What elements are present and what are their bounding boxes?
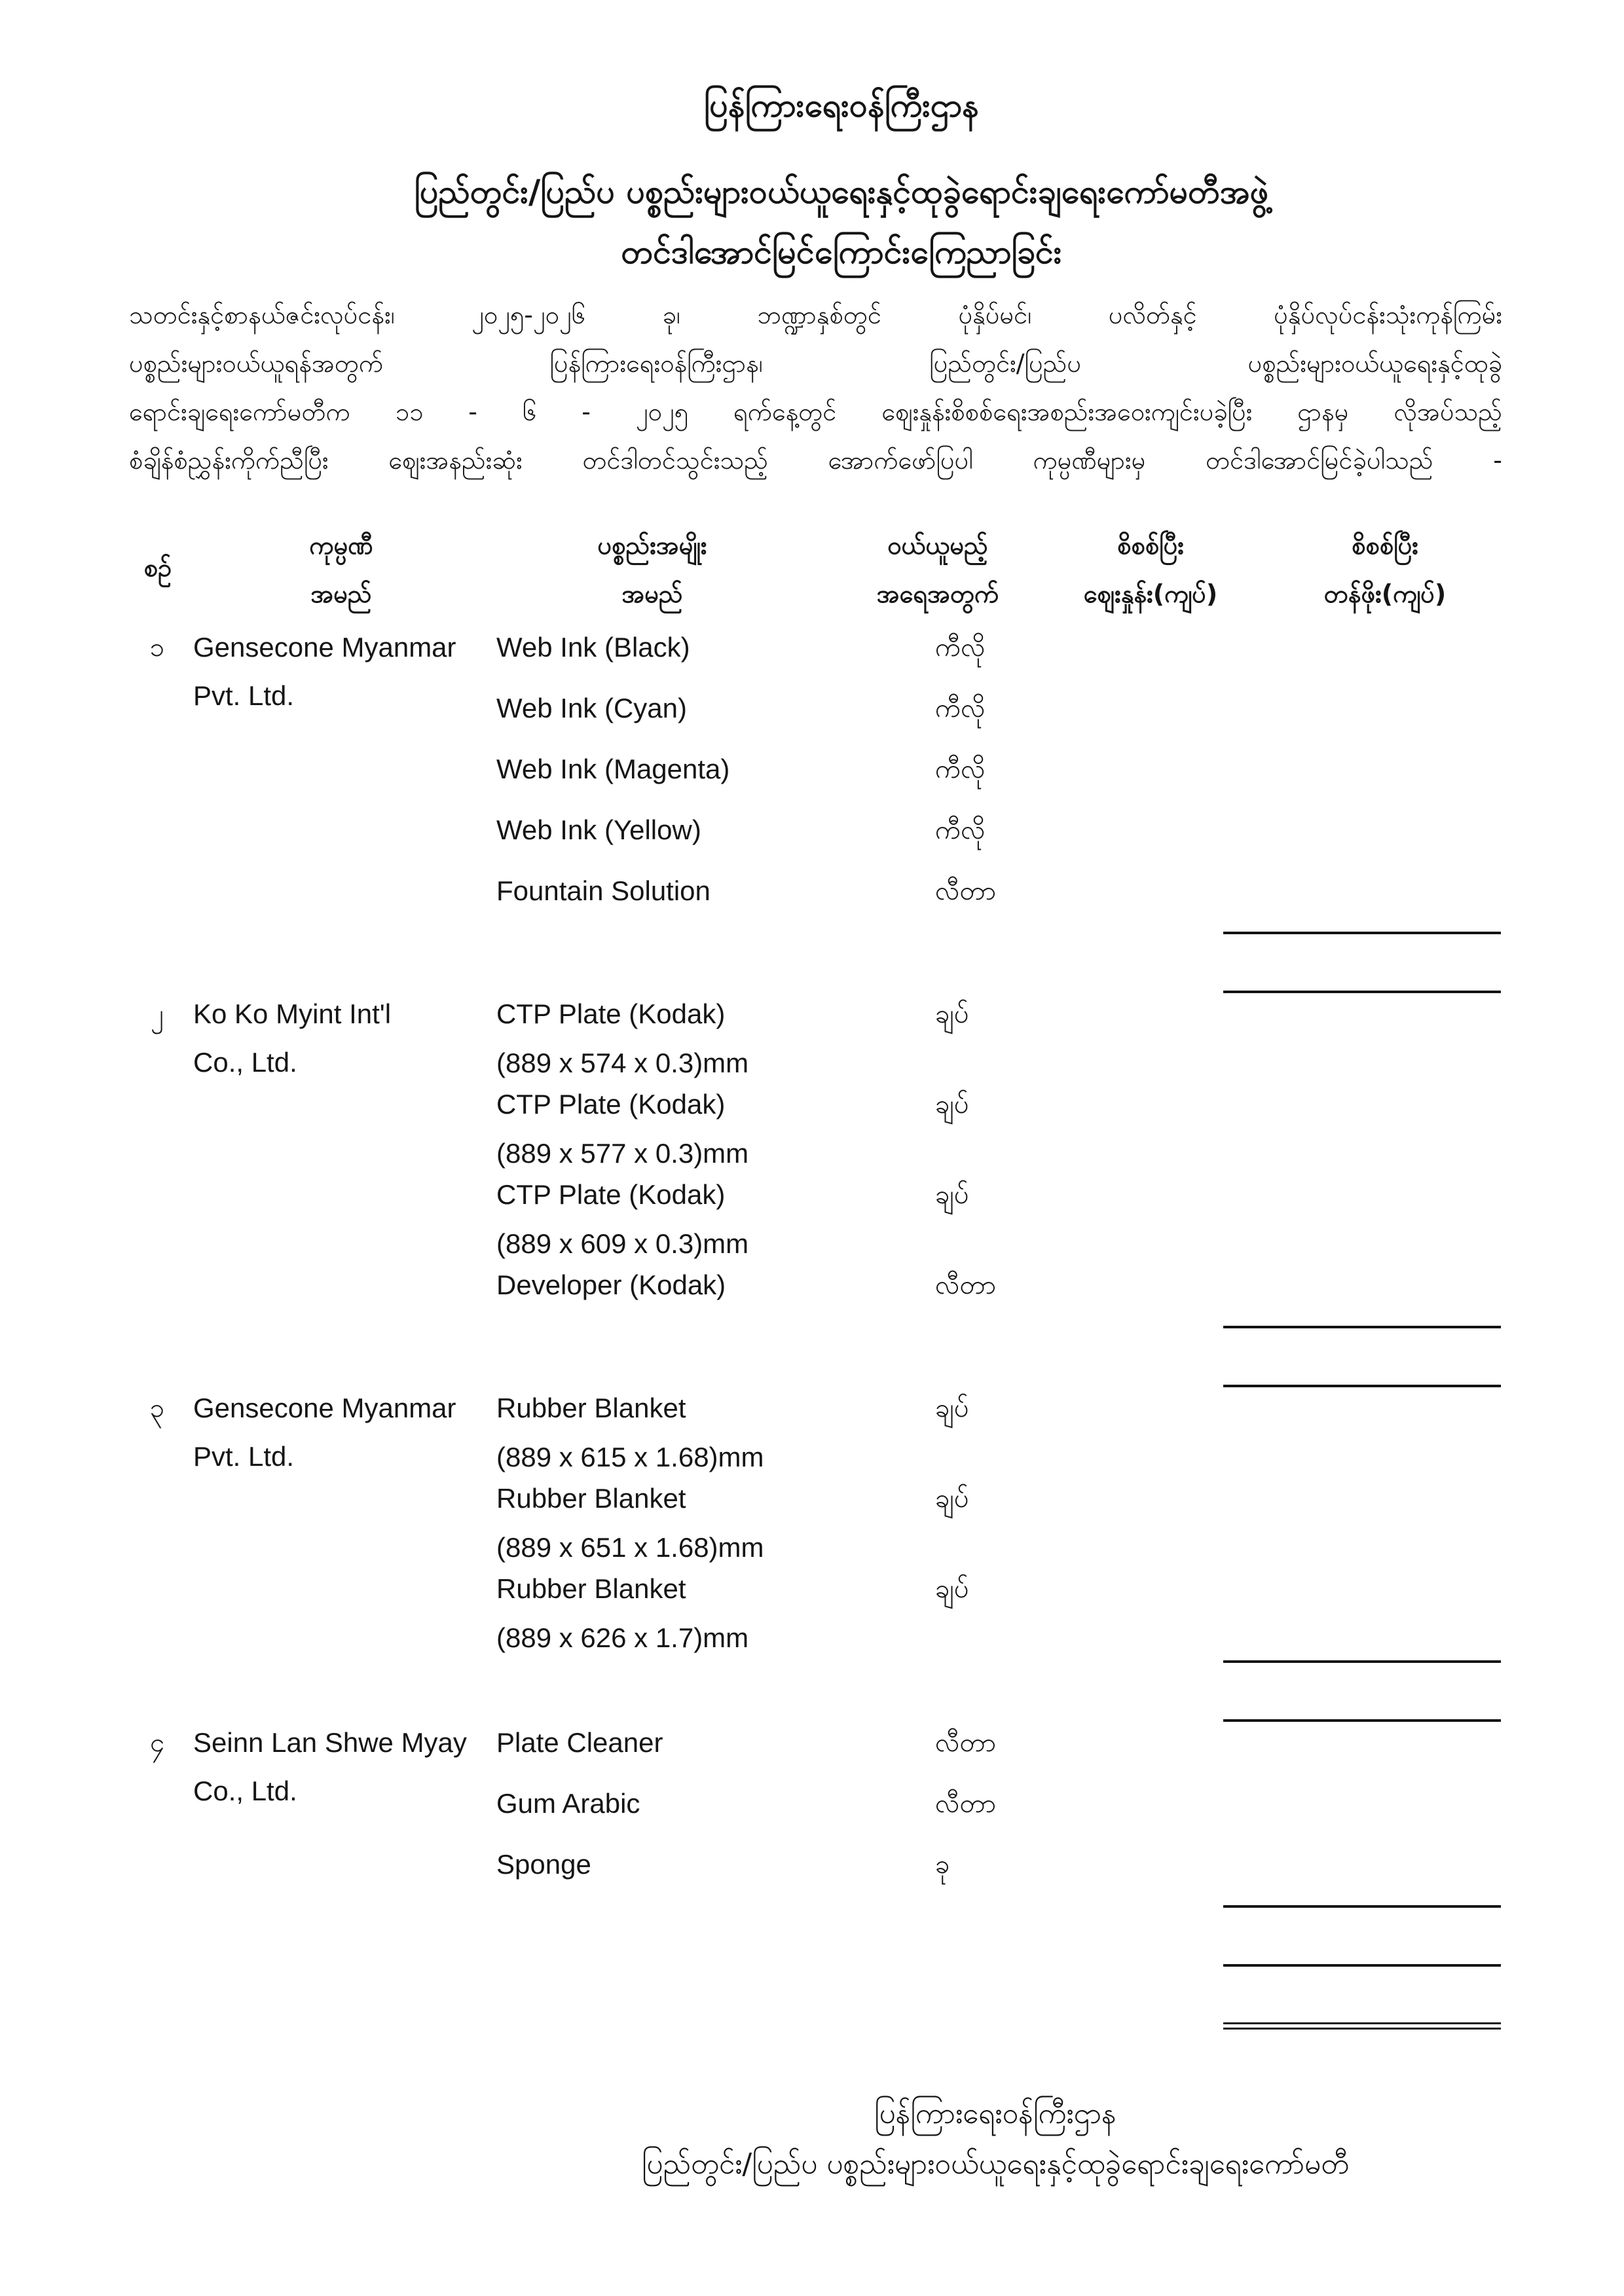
subtotal-rule-bottom: [1223, 991, 1501, 993]
quantity-unit: ချပ်: [935, 1574, 969, 1604]
quantity-unit: လီတာ: [935, 1728, 996, 1758]
company-name: Seinn Lan Shwe Myay: [193, 1727, 467, 1758]
quantity-unit: လီတာ: [935, 876, 996, 906]
row-number: ၂: [151, 999, 164, 1029]
item-spec: (889 x 577 x 0.3)mm: [496, 1138, 749, 1169]
subtotal-rule-top: [1223, 932, 1501, 934]
quantity-unit: ချပ်: [935, 1180, 969, 1210]
item-name: Plate Cleaner: [496, 1727, 663, 1758]
quantity-unit: ချပ်: [935, 1393, 969, 1423]
column-header-total: စိစစ်ပြီး: [1352, 531, 1418, 560]
item-name: CTP Plate (Kodak): [496, 998, 726, 1029]
committee-title: ပြည်တွင်း/ပြည်ပ ပစ္စည်းများဝယ်ယူရေးနှင့်ထုခွဲရောင်းချရေးကော်မတီအဖွဲ့: [414, 173, 1269, 211]
quantity-unit: ကီလို: [935, 815, 986, 845]
item-name: Sponge: [496, 1849, 591, 1880]
footer-committee: ပြည်တွင်း/ပြည်ပ ပစ္စည်းများဝယ်ယူရေးနှင့်ထုခွဲရောင်းချရေးကော်မတီ: [641, 2147, 1350, 2181]
row-number: ၄: [149, 1728, 165, 1758]
subtotal-rule-bottom: [1223, 1719, 1501, 1722]
item-name: Web Ink (Magenta): [496, 754, 730, 784]
subtotal-rule-bottom: [1223, 1964, 1501, 1967]
company-name: Gensecone Myanmar: [193, 1393, 456, 1423]
item-name: Rubber Blanket: [496, 1483, 686, 1514]
intro-line: သတင်းနှင့်စာနယ်ဇင်းလုပ်ငန်း၊ ၂၀၂၅-၂၀၂၆ ခု၊ ဘဏ္ဍာနှစ်တွင် ပုံနှိပ်မင်၊ ပလိတ်နှင့် ပုံနှိပ်လုပ်ငန်းသုံးကုန်ကြမ်း: [129, 301, 1502, 329]
column-header-company: ကုမ္ပဏီ: [309, 531, 373, 560]
quantity-unit: ကီလို: [935, 754, 986, 784]
column-header-price-sub: ဈေးနှုန်း(ကျပ်): [1083, 579, 1218, 608]
row-number: ၃: [149, 1393, 165, 1423]
intro-line: ပစ္စည်းများဝယ်ယူရန်အတွက် ပြန်ကြားရေးဝန်ကြီးဌာန၊ ပြည်တွင်း/ပြည်ပ ပစ္စည်းများဝယ်ယူရေးနှင့်ထုခွဲ: [129, 349, 1502, 378]
item-spec: (889 x 651 x 1.68)mm: [496, 1532, 764, 1563]
item-name: Web Ink (Yellow): [496, 814, 701, 845]
quantity-unit: ကီလို: [935, 693, 986, 723]
item-spec: (889 x 574 x 0.3)mm: [496, 1048, 749, 1078]
column-header-price: စိစစ်ပြီး: [1117, 531, 1184, 560]
company-name: Ko Ko Myint Int'l: [193, 998, 392, 1029]
quantity-unit: ကီလို: [935, 632, 986, 663]
quantity-unit: ခု: [935, 1850, 950, 1880]
column-header-item: ပစ္စည်းအမျိုး: [597, 531, 707, 560]
column-header-item-sub: အမည်: [621, 579, 683, 608]
quantity-unit: လီတာ: [935, 1789, 996, 1819]
item-name: Web Ink (Black): [496, 632, 690, 663]
company-name: Co., Ltd.: [193, 1047, 297, 1078]
company-name: Pvt. Ltd.: [193, 1441, 295, 1472]
row-number: ၁: [149, 632, 165, 663]
item-name: CTP Plate (Kodak): [496, 1179, 726, 1210]
item-name: Gum Arabic: [496, 1788, 640, 1819]
quantity-unit: ချပ်: [935, 1089, 969, 1120]
item-name: Fountain Solution: [496, 875, 710, 906]
footer-ministry: ပြန်ကြားရေးဝန်ကြီးဌာန: [874, 2097, 1116, 2130]
subtotal-rule-bottom: [1223, 1385, 1501, 1387]
quantity-unit: ချပ်: [935, 999, 969, 1029]
intro-line: ရောင်းချရေးကော်မတီက ၁၁ - ၆ - ၂၀၂၅ ရက်နေ့တွင် ဈေးနှုန်းစိစစ်ရေးအစည်းအဝေးကျင်းပခဲ့ပြီး ဌာနမှ လိုအပ်သည့်: [129, 397, 1502, 426]
column-header-quantity-sub: အရေအတွက်: [876, 579, 999, 608]
item-name: CTP Plate (Kodak): [496, 1089, 726, 1120]
subtotal-rule-top: [1223, 1905, 1501, 1908]
intro-line: စံချိန်စံညွှန်းကိုက်ညီပြီး ဈေးအနည်းဆုံး တင်ဒါတင်သွင်းသည့် အောက်ဖော်ပြပါ ကုမ္ပဏီများမှ တင်ဒါအောင်မြင်ခဲ့ပါသည် -: [129, 446, 1502, 475]
column-header-total-sub: တန်ဖိုး(ကျပ်): [1323, 579, 1447, 608]
item-name: Rubber Blanket: [496, 1393, 686, 1423]
column-header-no: စဉ်: [143, 553, 172, 582]
column-header-company-sub: အမည်: [310, 579, 372, 608]
grand-total-double-rule-top: [1223, 2022, 1501, 2024]
company-name: Gensecone Myanmar: [193, 632, 456, 663]
item-spec: (889 x 626 x 1.7)mm: [496, 1622, 749, 1653]
item-spec: (889 x 609 x 0.3)mm: [496, 1228, 749, 1259]
subtotal-rule-top: [1223, 1660, 1501, 1663]
item-name: Rubber Blanket: [496, 1573, 686, 1604]
item-name: Developer (Kodak): [496, 1269, 726, 1300]
announcement-subject: တင်ဒါအောင်မြင်ကြောင်းကြေညာခြင်း: [621, 233, 1062, 271]
company-name: Co., Ltd.: [193, 1776, 297, 1806]
subtotal-rule-top: [1223, 1326, 1501, 1328]
company-name: Pvt. Ltd.: [193, 680, 295, 711]
ministry-title: ပြန်ကြားရေးဝန်ကြီးဌာန: [703, 86, 980, 124]
column-header-quantity: ဝယ်ယူမည့်: [887, 531, 988, 560]
grand-total-double-rule-bottom: [1223, 2028, 1501, 2030]
item-spec: (889 x 615 x 1.68)mm: [496, 1442, 764, 1472]
quantity-unit: ချပ်: [935, 1484, 969, 1514]
item-name: Web Ink (Cyan): [496, 693, 687, 723]
quantity-unit: လီတာ: [935, 1270, 996, 1300]
